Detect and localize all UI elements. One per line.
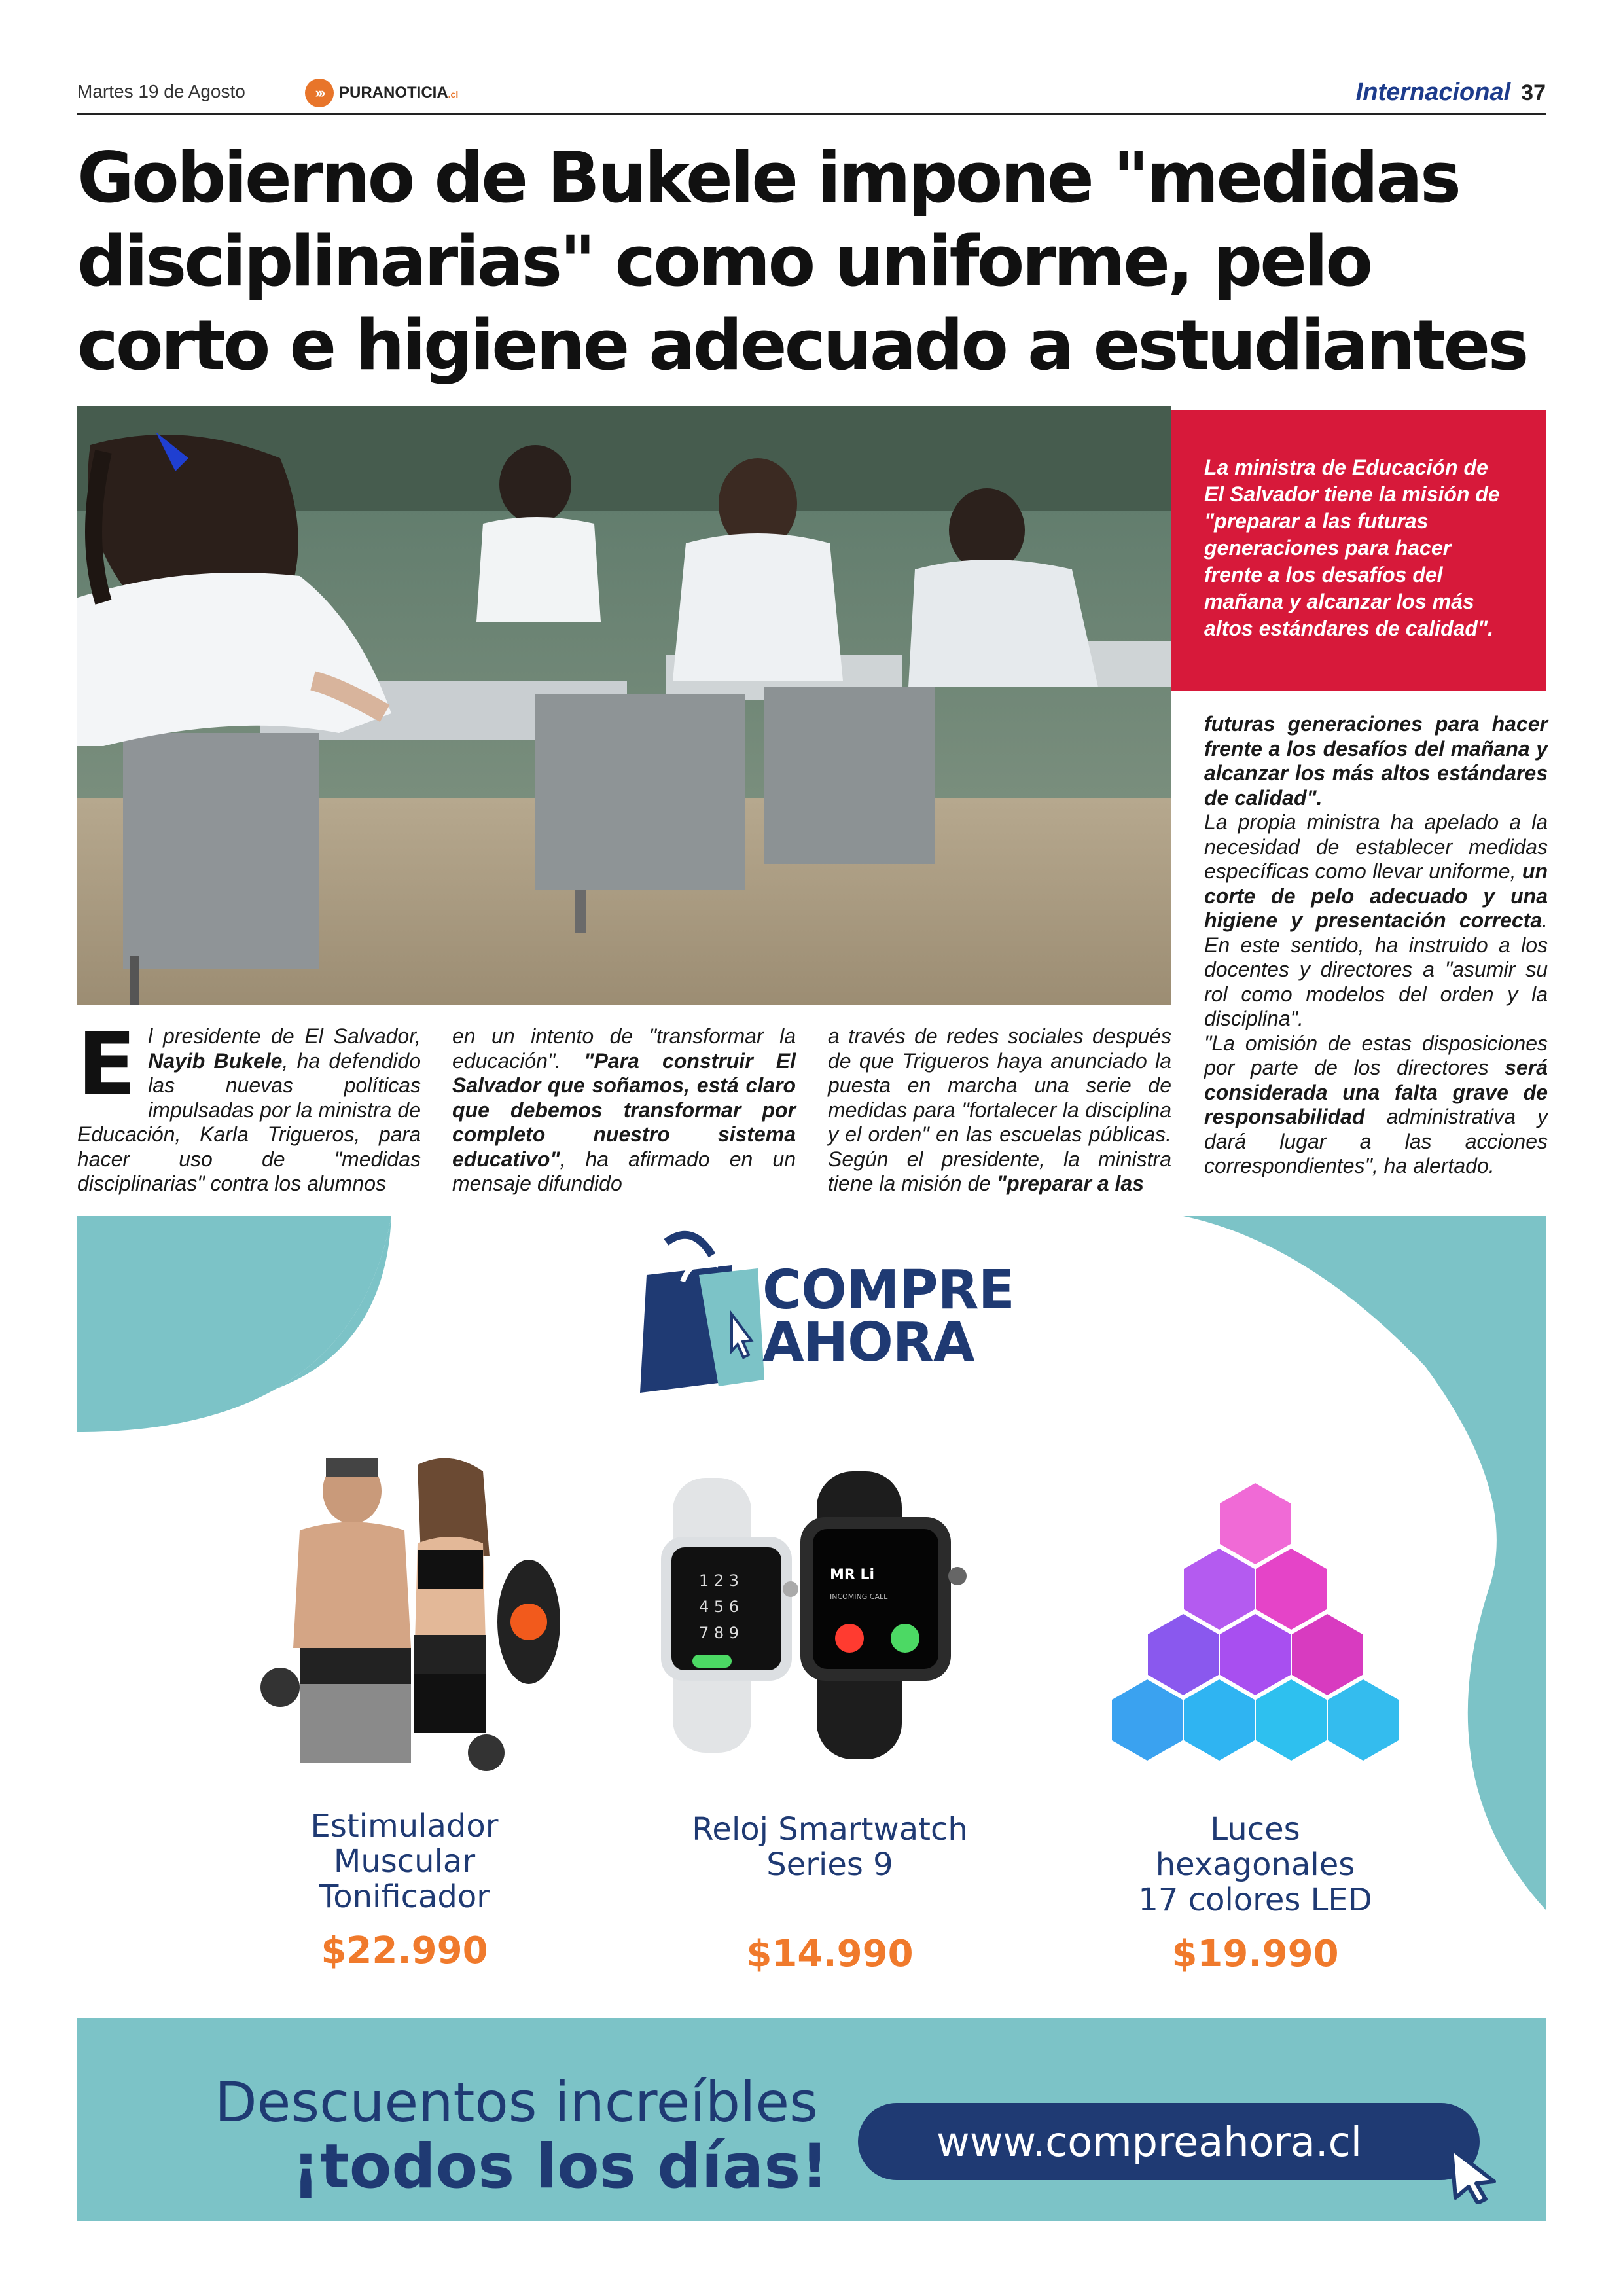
article-text: administrativa y dará lugar a las acciones correspondientes", ha alertado. <box>1204 1105 1548 1177</box>
svg-text:4 5 6: 4 5 6 <box>699 1598 740 1616</box>
article-column-2 <box>452 1024 796 1196</box>
classroom-photo <box>77 406 1171 1005</box>
watch-screen-status: INCOMING CALL <box>830 1592 888 1601</box>
page-header <box>77 79 1546 115</box>
article-text: La propia ministra ha apelado a la necesidad de establecer medidas específicas como llevar uniforme, <box>1204 810 1548 883</box>
hexagon-lights-image <box>1092 1478 1419 1779</box>
publication-logo <box>305 79 458 107</box>
svg-text:1 2 3: 1 2 3 <box>699 1571 740 1590</box>
article-headline <box>77 136 1546 387</box>
article-text: , ha afirmado en un mensaje difundido <box>452 1147 796 1195</box>
watch-screen-name: MR Li <box>830 1567 875 1583</box>
drop-cap: E <box>77 1014 137 1115</box>
article-column-3 <box>828 1024 1171 1196</box>
headline-line: corto e higiene adecuado a estudiantes <box>77 305 1527 386</box>
product-name-hexagon-lights: Luces hexagonales 17 colores LED <box>1138 1811 1372 1918</box>
article-text-bold: será considerada una falta grave de responsabilidad <box>1204 1056 1548 1128</box>
page-number: 37 <box>1521 81 1546 105</box>
product-price-smartwatch[interactable]: $14.990 <box>746 1933 914 1975</box>
brand-logo-text: COMPRE AHORA <box>762 1259 1014 1374</box>
compre-ahora-advertisement[interactable] <box>77 1216 1546 2221</box>
article-text: "La omisión de estas disposiciones por parte de los directores <box>1204 1031 1548 1079</box>
smartwatch-image <box>653 1465 993 1766</box>
article-text: a través de redes sociales después de que Trigueros haya anunciado la puesta en marcha una serie de medidas para "fortalecer la disciplina y el orden" en las escuelas públicas. Según el presidente, la ministra tiene la misión de <box>828 1024 1171 1195</box>
ad-slogan-line1: Descuentos increíbles <box>215 2070 818 2134</box>
issue-date: Martes 19 de Agosto <box>77 81 245 101</box>
article-column-4 <box>1204 712 1548 1179</box>
article-quote-bold: "preparar a las <box>996 1172 1144 1195</box>
publication-name: PURANOTICIA.cl <box>339 84 459 101</box>
pull-quote-box <box>1171 410 1546 691</box>
mouse-cursor-icon <box>1445 2145 1504 2204</box>
product-name-smartwatch: Reloj Smartwatch Series 9 <box>692 1811 968 1883</box>
article-column-1 <box>77 1014 421 1196</box>
svg-text:7 8 9: 7 8 9 <box>699 1624 740 1642</box>
article-text: , ha defendido las nuevas políticas impulsadas por la ministra de Educación, Karla Trigueros, para hacer uso de "medidas disciplinarias" contra los alumnos <box>77 1049 421 1195</box>
article-quote-bold: futuras generaciones para hacer frente a los desafíos del mañana y alcanzar los más altos estándares de calidad". <box>1204 712 1548 810</box>
play-arrows-icon: ››› <box>305 79 334 107</box>
headline-line: Gobierno de Bukele impone "medidas <box>77 137 1459 218</box>
website-url[interactable]: www.compreahora.cl <box>936 2117 1362 2166</box>
article-text-bold: un corte de pelo adecuado y una higiene y presentación correcta <box>1204 859 1548 932</box>
section-heading <box>1356 79 1546 107</box>
article-text: en un intento de "transformar la educación". <box>452 1024 796 1073</box>
pull-quote-text: La ministra de Educación de El Salvador tiene la misión de "preparar a las futuras generaciones para hacer frente a los desafíos del mañana y alcanzar los más altos estándares de calidad". <box>1204 456 1500 640</box>
muscle-stimulator-image <box>254 1452 568 1792</box>
article-text-bold: Nayib Bukele <box>148 1049 283 1073</box>
article-quote-bold: "Para construir El Salvador que soñamos, está claro que debemos transformar por completo nuestro sistema educativo" <box>452 1049 796 1171</box>
product-name-stimulator: Estimulador Muscular Tonificador <box>310 1808 499 1915</box>
headline-line: disciplinarias" como uniforme, pelo <box>77 221 1371 302</box>
article-text: . En este sentido, ha instruido a los docentes y directores a "asumir su rol como modelos del orden y la disciplina". <box>1204 908 1548 1030</box>
section-name: Internacional <box>1355 79 1511 106</box>
website-url-button[interactable] <box>858 2103 1480 2180</box>
ad-slogan-line2: ¡todos los días! <box>292 2131 829 2202</box>
product-price-stimulator[interactable]: $22.990 <box>321 1929 488 1972</box>
product-price-hexagon-lights[interactable]: $19.990 <box>1171 1933 1339 1975</box>
article-text: l presidente de El Salvador, <box>148 1024 421 1048</box>
